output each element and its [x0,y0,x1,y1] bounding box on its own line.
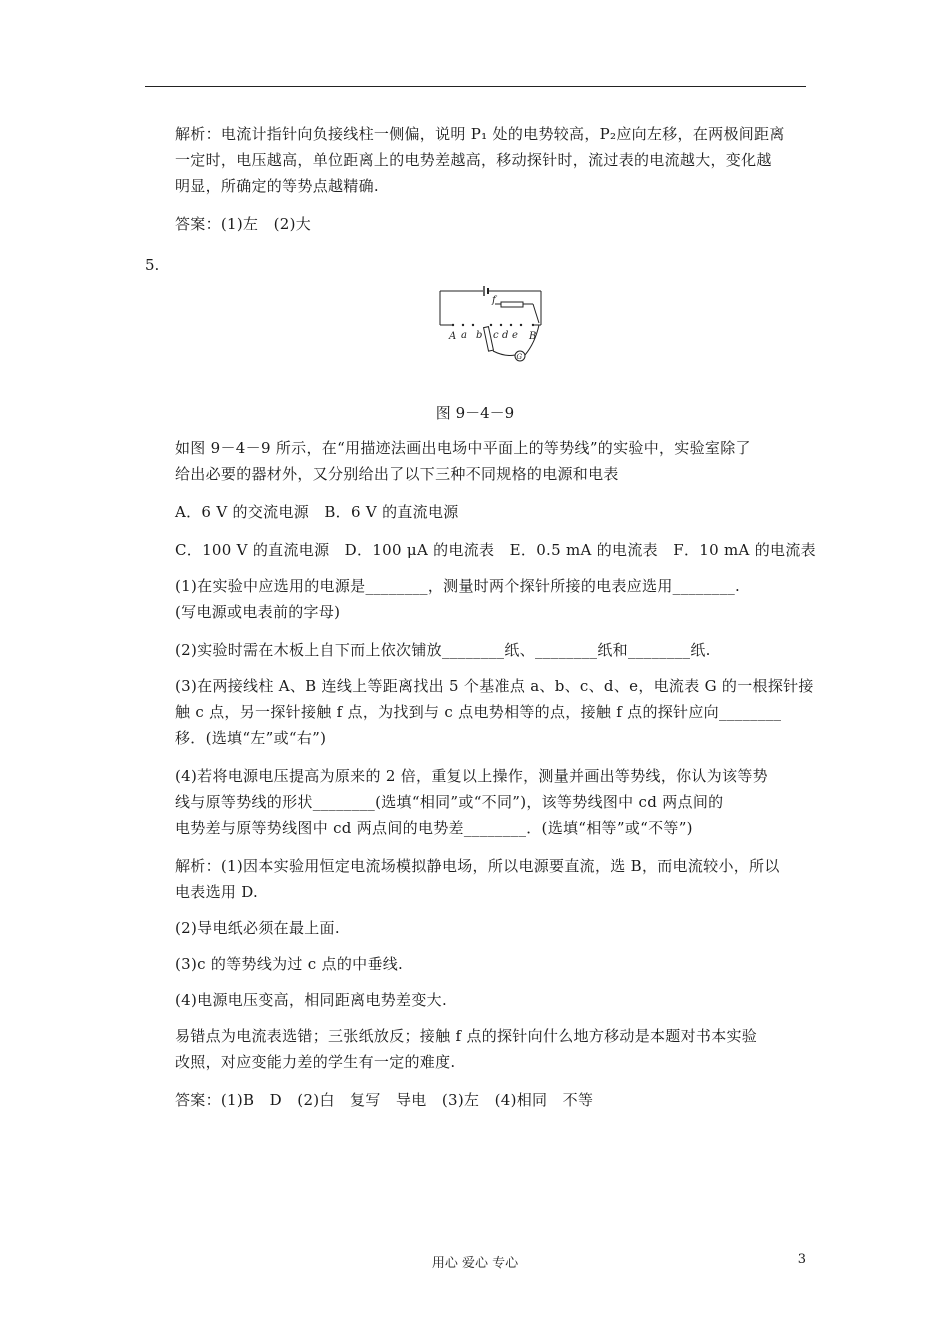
note-line: 改照，对应变能力差的学生有一定的难度. [175,1053,456,1071]
analysis-line: (4)电源电压变高，相同距离电势差变大. [175,991,448,1009]
label-f: f [492,295,496,306]
analysis-line: 解析：电流计指针向负接线柱一侧偏，说明 P₁ 处的电势较高，P₂应向左移，在两极间距离 [175,125,785,143]
subquestion-1: (写电源或电表前的字母) [175,603,341,621]
label-b: b [476,330,483,341]
label-e: e [512,330,518,341]
label-A: A [449,331,457,342]
subquestion-1: (1)在实验中应选用的电源是________，测量时两个探针所接的电表应选用________. [175,577,741,595]
circuit-figure [435,283,547,375]
page-footer: 用心 爱心 专心 [431,1256,519,1271]
subquestion-4: (4)若将电源电压提高为原来的 2 倍，重复以上操作，测量并画出等势线，你认为该等势 [175,767,768,785]
subquestion-3: (3)在两接线柱 A、B 连线上等距离找出 5 个基准点 a、b、c、d、e，电流表 G 的一根探针接 [175,677,814,695]
note-line: 易错点为电流表选错；三张纸放反；接触 f 点的探针向什么地方移动是本题对书本实验 [175,1027,758,1045]
analysis-line: (2)导电纸必须在最上面. [175,919,340,937]
subquestion-2: (2)实验时需在木板上自下而上依次铺放________纸、________纸和________纸. [175,641,711,659]
subquestion-4: 电势差与原等势线图中 cd 两点间的电势差________．(选填“相等”或“不等”) [175,819,693,837]
question-number: 5. [145,256,160,274]
page-number: 3 [797,1252,806,1267]
label-G: G [516,353,523,361]
label-d: d [502,330,509,341]
stem-line: 给出必要的器材外，又分别给出了以下三种不同规格的电源和电表 [175,465,619,483]
label-a: a [461,330,467,341]
analysis-line: 明显，所确定的等势点越精确. [175,177,379,195]
subquestion-3: 移．(选填“左”或“右”) [175,729,327,747]
subquestion-3: 触 c 点，另一探针接触 f 点，为找到与 c 点电势相等的点，接触 f 点的探针应向________ [175,703,782,721]
analysis-line: 解析：(1)因本实验用恒定电流场模拟静电场，所以电源要直流，选 B，而电流较小，所以 [175,857,780,875]
label-c: c [493,330,499,341]
header-rule [145,86,806,87]
analysis-line: 电表选用 D. [175,883,259,901]
analysis-line: 一定时，电压越高，单位距离上的电势差越高，移动探针时，流过表的电流越大，变化越 [175,151,772,169]
analysis-line: (3)c 的等势线为过 c 点的中垂线. [175,955,404,973]
label-B: B [529,331,537,342]
answer-line: 答案：(1)左 (2)大 [175,215,312,233]
options-row: A．6 V 的交流电源 B．6 V 的直流电源 [175,503,459,521]
stem-line: 如图 9－4－9 所示，在“用描迹法画出电场中平面上的等势线”的实验中，实验室除了 [175,439,751,457]
options-row: C．100 V 的直流电源 D．100 μA 的电流表 E．0.5 mA 的电流表 F．10 mA 的电流表 [175,541,816,559]
answer-line: 答案：(1)B D (2)白 复写 导电 (3)左 (4)相同 不等 [175,1091,594,1109]
subquestion-4: 线与原等势线的形状________(选填“相同”或“不同”)，该等势线图中 cd 两点间的 [175,793,724,811]
figure-caption: 图 9－4－9 [435,404,515,422]
